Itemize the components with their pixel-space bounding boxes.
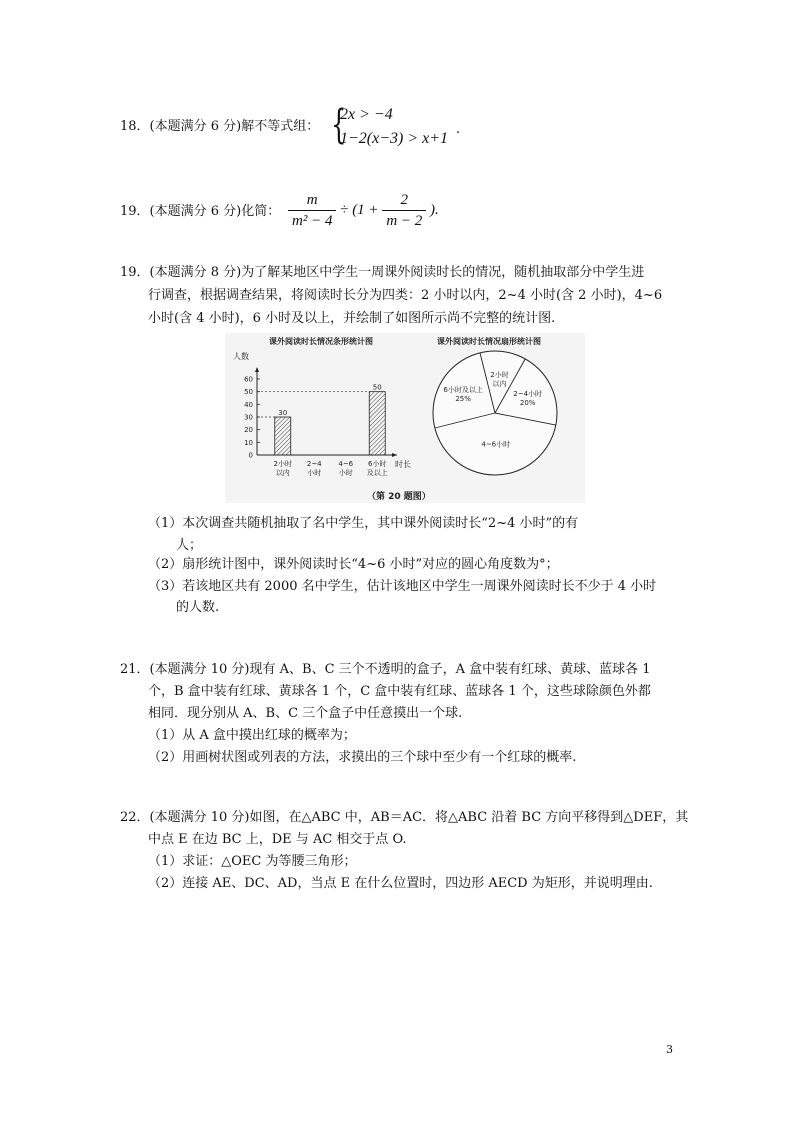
- fraction-2-over-m-2: $\frac{2}{m - 2}$: [382, 190, 426, 231]
- y-tick-label: 50: [244, 388, 253, 397]
- pie-slice-label: 4~6小时: [481, 440, 511, 449]
- q18-inequality-1: 2x > −4: [340, 106, 393, 123]
- q19b-sub-3a: （3）若该地区共有 2000 名中学生，估计该地区中学生一周课外阅读时长不少于 4 小时: [148, 579, 657, 594]
- q18-period: .: [456, 122, 461, 137]
- y-tick-label: 20: [244, 426, 253, 435]
- q21-sub-1: （1）从 A 盒中摸出红球的概率为；: [148, 728, 356, 743]
- pie-slice-label: 2~4小时: [513, 389, 543, 398]
- pie-slice-label: 2小时: [490, 371, 509, 380]
- bar-value-label: 50: [372, 383, 382, 392]
- x-tick-label: 4~6: [338, 460, 354, 468]
- q21-line-1: 21．(本题满分 10 分)现有 A、B、C 三个不透明的盒子，A 盒中装有红球、黄球、蓝球各 1: [120, 662, 651, 677]
- q19b-sub-1a: （1）本次调查共随机抽取了名中学生，其中课外阅读时长“2~4 小时”的有: [148, 516, 579, 531]
- q22-line-2: 中点 E 在边 BC 上，DE 与 AC 相交于点 O.: [148, 832, 407, 847]
- q19a-label: 19．(本题满分 6 分)化简：: [120, 204, 281, 219]
- bar-chart-xlabel: 时长: [395, 460, 411, 469]
- x-tick-label: 小时: [338, 469, 353, 477]
- q21-line-3: 相同．现分别从 A、B、C 三个盒子中任意摸出一个球.: [148, 706, 463, 721]
- q19a-expression: [288, 190, 439, 231]
- q22-line-1: 22．(本题满分 10 分)如图，在△ABC 中，AB＝AC．将△ABC 沿着 BC 方向平移得到△DEF，其: [120, 810, 689, 825]
- figure-caption: （第 20 题图）: [367, 492, 431, 502]
- q19b-line-3: 小时(含 4 小时)，6 小时及以上，并绘制了如图所示尚不完整的统计图.: [148, 311, 556, 326]
- q22-sub-2: （2）连接 AE、DC、AD，当点 E 在什么位置时，四边形 AECD 为矩形，并说明理由.: [148, 876, 653, 891]
- y-tick-label: 0: [248, 451, 253, 460]
- q19b-line-2: 行调查，根据调查结果，将阅读时长分为四类：2 小时以内，2~4 小时(含 2 小时)，4~6: [148, 288, 663, 303]
- q19b-line-1: 19．(本题满分 8 分)为了解某地区中学生一周课外阅读时长的情况，随机抽取部分中学生进: [120, 265, 645, 280]
- bar: [369, 392, 385, 455]
- pie-slice-label: 20%: [519, 398, 536, 407]
- bar-value-label: 30: [278, 409, 288, 417]
- x-tick-label: 小时: [307, 469, 322, 477]
- y-tick-label: 60: [244, 375, 253, 384]
- pie-slice-label: 以内: [492, 380, 507, 389]
- q22-sub-1: （1）求证：△OEC 为等腰三角形；: [148, 854, 357, 869]
- pie-slice-label: 25%: [455, 394, 471, 403]
- y-tick-label: 10: [244, 438, 253, 447]
- q18-inequality-2: 1−2(x−3) > x+1: [340, 130, 449, 147]
- figure-q20: [225, 333, 585, 503]
- division-sign: ÷: [340, 201, 349, 218]
- q19b-sub-2: （2）扇形统计图中，课外阅读时长“4~6 小时”对应的圆心角度数为°；: [148, 557, 559, 572]
- bar-chart-ylabel: 人数: [233, 352, 249, 361]
- q19b-sub-3b: 的人数.: [176, 600, 220, 615]
- q19b-sub-1b: 人；: [176, 538, 203, 553]
- x-tick-label: 以内: [275, 469, 290, 477]
- x-tick-label: 2~4: [306, 460, 322, 468]
- paren-open: (1 +: [352, 201, 379, 218]
- q18-label: 18．(本题满分 6 分)解不等式组：: [120, 119, 320, 134]
- bar-chart-title: 课外阅读时长情况条形统计图: [269, 337, 373, 346]
- pie-chart-title: 课外阅读时长情况扇形统计图: [437, 337, 541, 346]
- fraction-m-over-m2-4: $\frac{m}{\text{m² − 4}}$: [288, 190, 336, 231]
- y-tick-label: 30: [244, 413, 253, 422]
- q21-line-2: 个，B 盒中装有红球、黄球各 1 个，C 盒中装有红球、蓝球各 1 个，这些球除颜色外都: [148, 684, 651, 699]
- bar: [275, 417, 291, 455]
- x-tick-label: 2小时: [273, 460, 292, 468]
- x-tick-label: 6小时: [368, 460, 387, 468]
- page-number: 3: [666, 1043, 673, 1056]
- y-tick-label: 40: [244, 400, 253, 409]
- q21-sub-2: （2）用画树状图或列表的方法，求摸出的三个球中至少有一个红球的概率.: [148, 750, 577, 765]
- x-tick-label: 及以上: [366, 469, 388, 477]
- paren-close: ).: [430, 201, 439, 218]
- pie-slice-label: 6小时及以上: [443, 385, 483, 394]
- q18-brace: {: [331, 102, 347, 148]
